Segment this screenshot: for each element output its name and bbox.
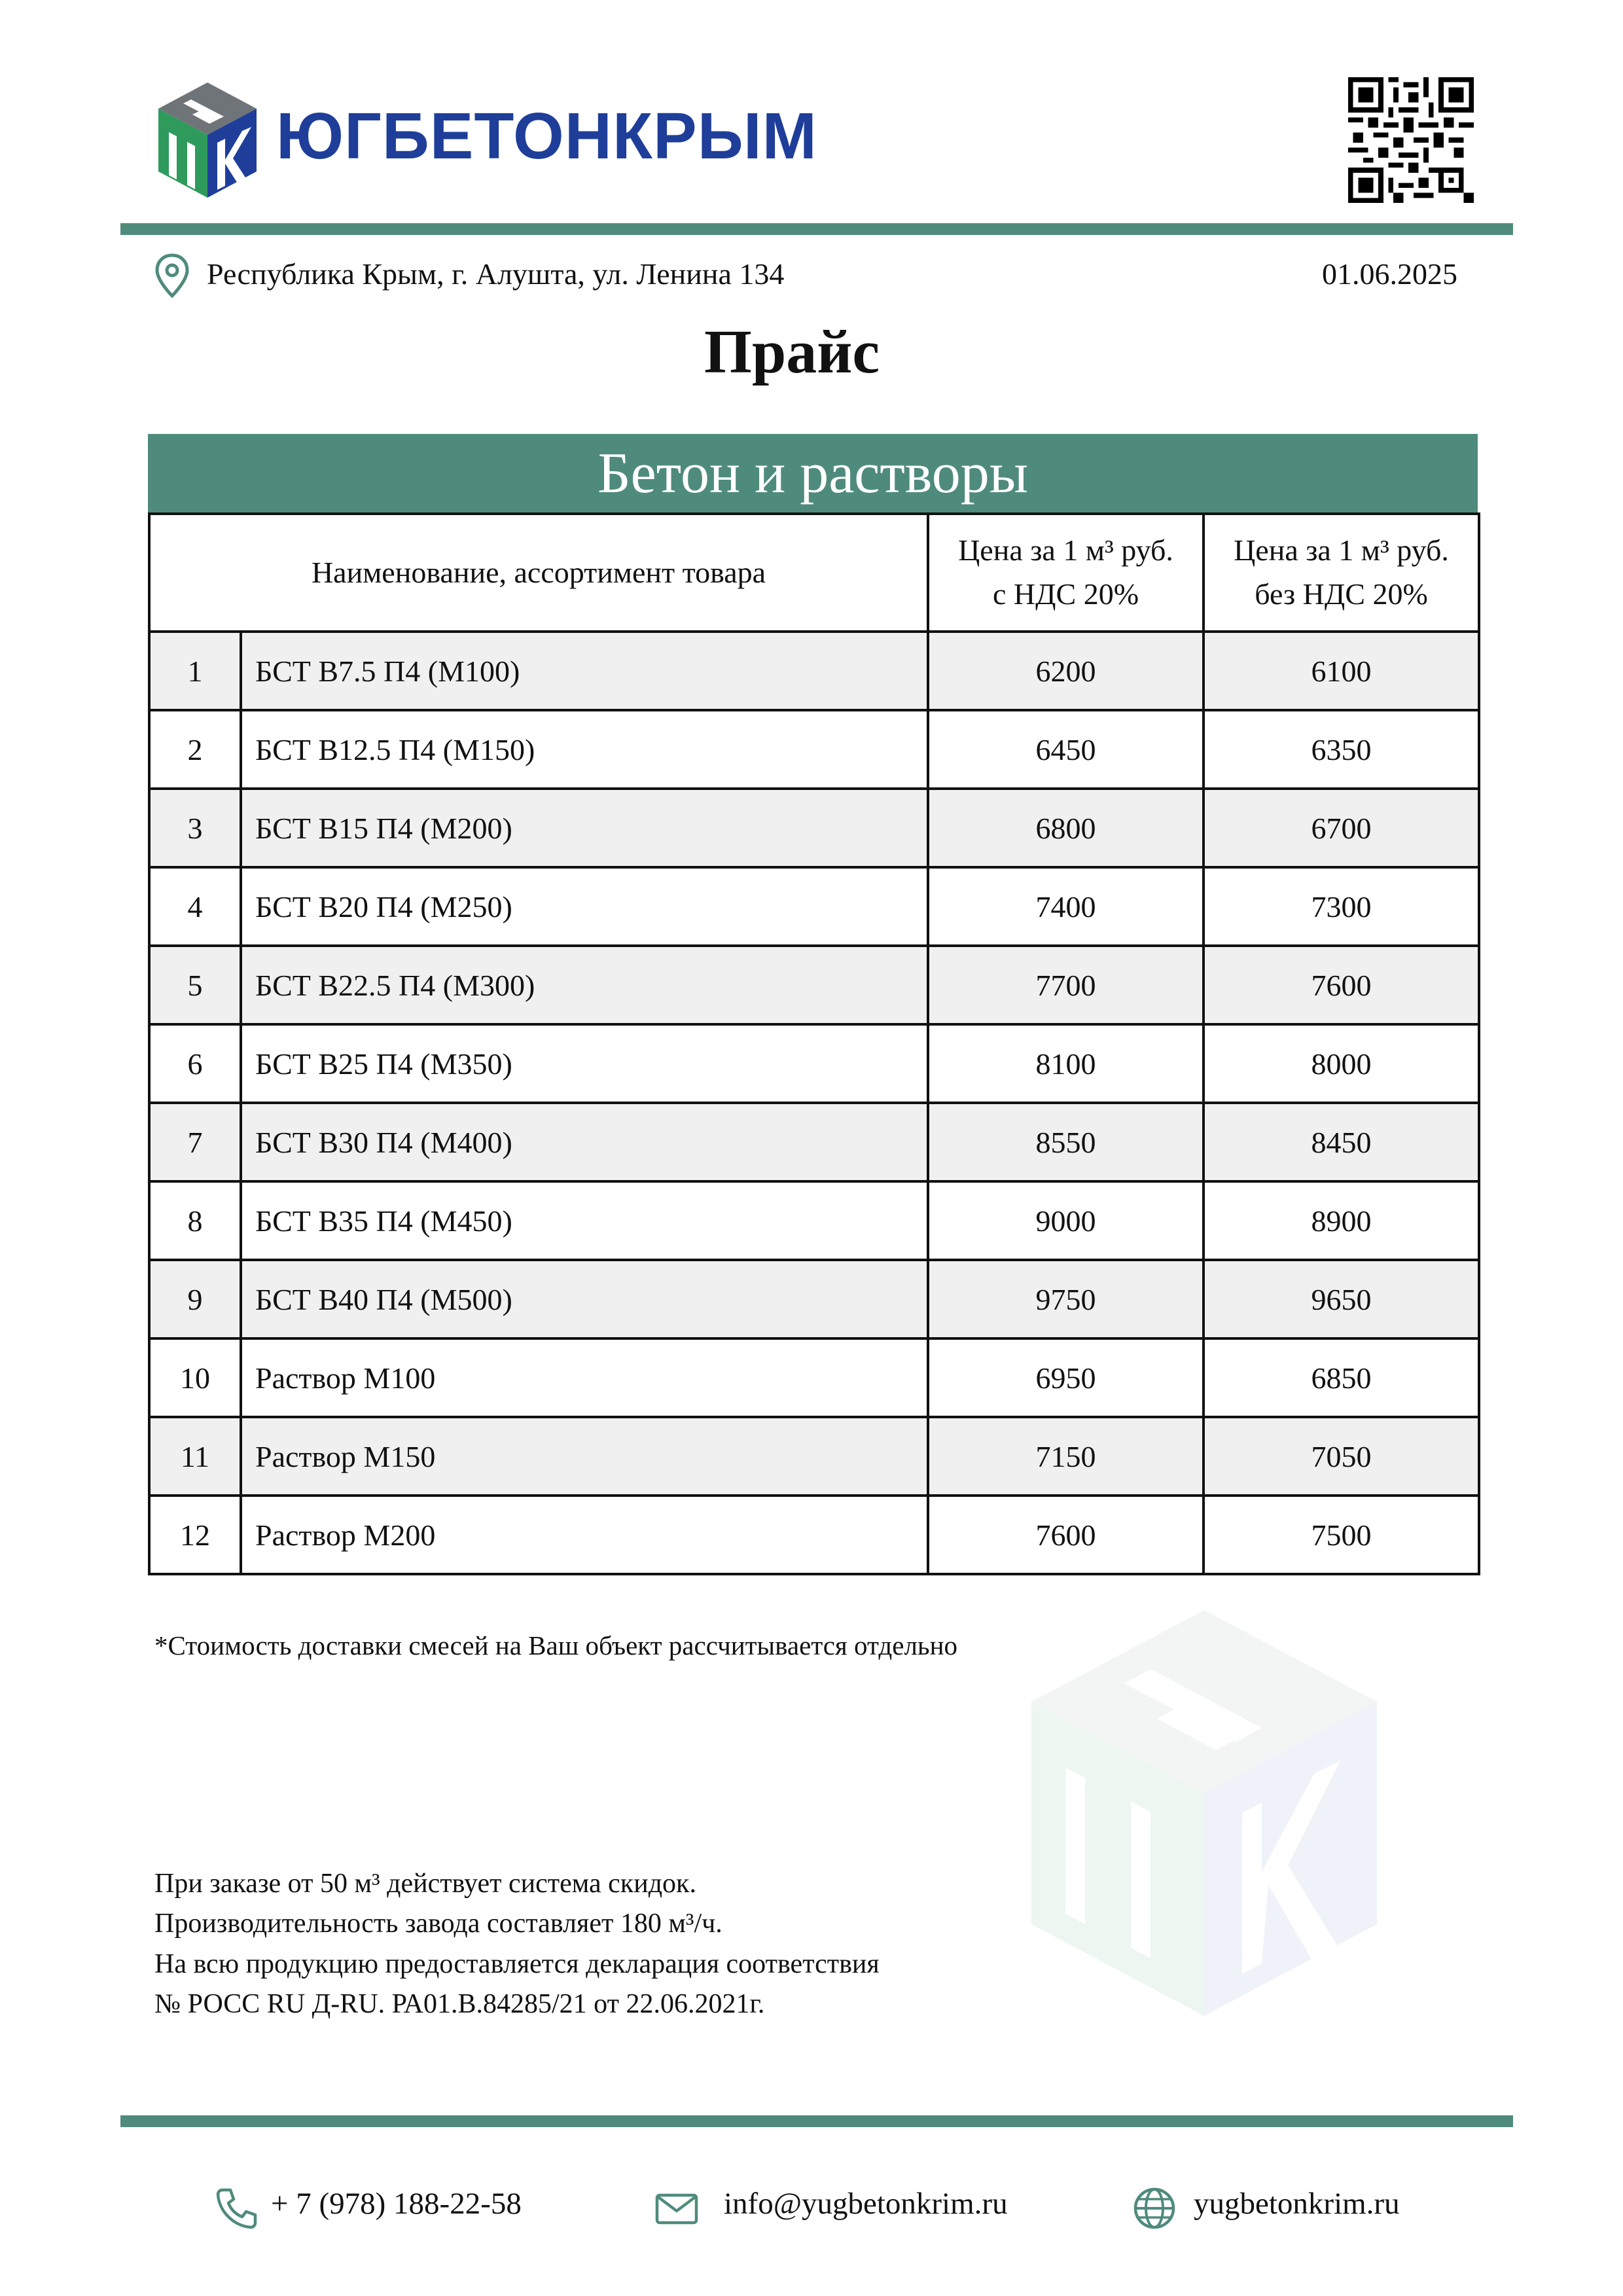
- price-with-vat: 7150: [928, 1417, 1204, 1496]
- price-with-vat: 6450: [928, 710, 1204, 789]
- column-header-without-vat-line2: без НДС 20%: [1255, 577, 1428, 611]
- price-date: 01.06.2025: [1322, 257, 1457, 291]
- product-name: БСТ В20 П4 (М250): [241, 867, 928, 946]
- column-header-with-vat: [928, 514, 1204, 632]
- table-row: [149, 1103, 1479, 1181]
- price-without-vat: 7600: [1204, 946, 1479, 1024]
- price-with-vat: 7700: [928, 946, 1204, 1024]
- header-divider: [120, 223, 1513, 235]
- row-number: 6: [149, 1024, 241, 1103]
- row-number: 8: [149, 1181, 241, 1260]
- row-number: 10: [149, 1338, 241, 1417]
- product-name: БСТ В15 П4 (М200): [241, 789, 928, 867]
- mail-icon: [653, 2185, 700, 2232]
- price-without-vat: 7050: [1204, 1417, 1479, 1496]
- price-without-vat: 6100: [1204, 632, 1479, 710]
- column-headers: [149, 514, 1479, 632]
- table-heading: Бетон и растворы: [148, 434, 1478, 512]
- product-name: Раствор М150: [241, 1417, 928, 1496]
- product-name: БСТ В22.5 П4 (М300): [241, 946, 928, 1024]
- price-without-vat: 8000: [1204, 1024, 1479, 1103]
- globe-icon: [1131, 2185, 1178, 2232]
- table-row: [149, 710, 1479, 789]
- product-name: БСТ В12.5 П4 (М150): [241, 710, 928, 789]
- row-number: 7: [149, 1103, 241, 1181]
- product-name: БСТ В40 П4 (М500): [241, 1260, 928, 1338]
- footer-phone[interactable]: + 7 (978) 188-22-58: [271, 2187, 522, 2221]
- info-line: На всю продукцию предоставляется декларация соответствия: [154, 1948, 880, 1979]
- company-address: Республика Крым, г. Алушта, ул. Ленина 134: [207, 257, 785, 291]
- watermark-cube-icon: [1013, 1597, 1395, 2029]
- product-name: БСТ В7.5 П4 (М100): [241, 632, 928, 710]
- info-line: При заказе от 50 м³ действует система скидок.: [154, 1869, 696, 1899]
- product-name: Раствор М200: [241, 1496, 928, 1574]
- row-number: 2: [149, 710, 241, 789]
- price-without-vat: 7500: [1204, 1496, 1479, 1574]
- price-without-vat: 6700: [1204, 789, 1479, 867]
- info-block: [154, 1864, 880, 2024]
- price-without-vat: 6850: [1204, 1338, 1479, 1417]
- price-without-vat: 8900: [1204, 1181, 1479, 1260]
- table-row: [149, 1417, 1479, 1496]
- row-number: 9: [149, 1260, 241, 1338]
- price-with-vat: 8100: [928, 1024, 1204, 1103]
- row-number: 4: [149, 867, 241, 946]
- price-without-vat: 8450: [1204, 1103, 1479, 1181]
- row-number: 1: [149, 632, 241, 710]
- price-with-vat: 7600: [928, 1496, 1204, 1574]
- table-row: [149, 1181, 1479, 1260]
- brand-name: ЮГБЕТОНКРЫМ: [276, 99, 817, 173]
- footer-divider: [120, 2115, 1513, 2127]
- table-row: [149, 632, 1479, 710]
- row-number: 3: [149, 789, 241, 867]
- price-with-vat: 9000: [928, 1181, 1204, 1260]
- footer-website[interactable]: yugbetonkrim.ru: [1194, 2187, 1400, 2221]
- price-with-vat: 8550: [928, 1103, 1204, 1181]
- table-row: [149, 1496, 1479, 1574]
- product-name: БСТ В25 П4 (М350): [241, 1024, 928, 1103]
- column-header-with-vat-line1: Цена за 1 м³ руб.: [958, 533, 1173, 567]
- table-row: [149, 867, 1479, 946]
- price-with-vat: 6800: [928, 789, 1204, 867]
- location-pin-icon: [153, 253, 191, 298]
- column-header-name: Наименование, ассортимент товара: [149, 514, 928, 632]
- qr-code-icon: [1348, 77, 1474, 203]
- price-grid: [148, 512, 1480, 1575]
- page-title: Прайс: [704, 318, 880, 386]
- price-without-vat: 9650: [1204, 1260, 1479, 1338]
- phone-icon: [213, 2185, 260, 2232]
- price-with-vat: 7400: [928, 867, 1204, 946]
- info-line: № РОСС RU Д-RU. РА01.В.84285/21 от 22.06.2021г.: [154, 1988, 765, 2019]
- price-without-vat: 6350: [1204, 710, 1479, 789]
- price-with-vat: 9750: [928, 1260, 1204, 1338]
- column-header-without-vat: [1204, 514, 1479, 632]
- logo-cube-icon: [152, 77, 263, 203]
- price-without-vat: 7300: [1204, 867, 1479, 946]
- delivery-note: *Стоимость доставки смесей на Ваш объект рассчитывается отдельно: [154, 1630, 958, 1660]
- table-row: [149, 1024, 1479, 1103]
- product-name: Раствор М100: [241, 1338, 928, 1417]
- table-row: [149, 789, 1479, 867]
- product-name: БСТ В35 П4 (М450): [241, 1181, 928, 1260]
- table-row: [149, 946, 1479, 1024]
- product-name: БСТ В30 П4 (М400): [241, 1103, 928, 1181]
- column-header-without-vat-line1: Цена за 1 м³ руб.: [1234, 533, 1449, 567]
- row-number: 11: [149, 1417, 241, 1496]
- info-line: Производительность завода составляет 180 м³/ч.: [154, 1909, 722, 1939]
- price-with-vat: 6200: [928, 632, 1204, 710]
- price-table: [148, 434, 1478, 1575]
- row-number: 12: [149, 1496, 241, 1574]
- column-header-with-vat-line2: с НДС 20%: [993, 577, 1139, 611]
- footer-email[interactable]: info@yugbetonkrim.ru: [724, 2187, 1008, 2221]
- table-row: [149, 1260, 1479, 1338]
- row-number: 5: [149, 946, 241, 1024]
- price-with-vat: 6950: [928, 1338, 1204, 1417]
- table-row: [149, 1338, 1479, 1417]
